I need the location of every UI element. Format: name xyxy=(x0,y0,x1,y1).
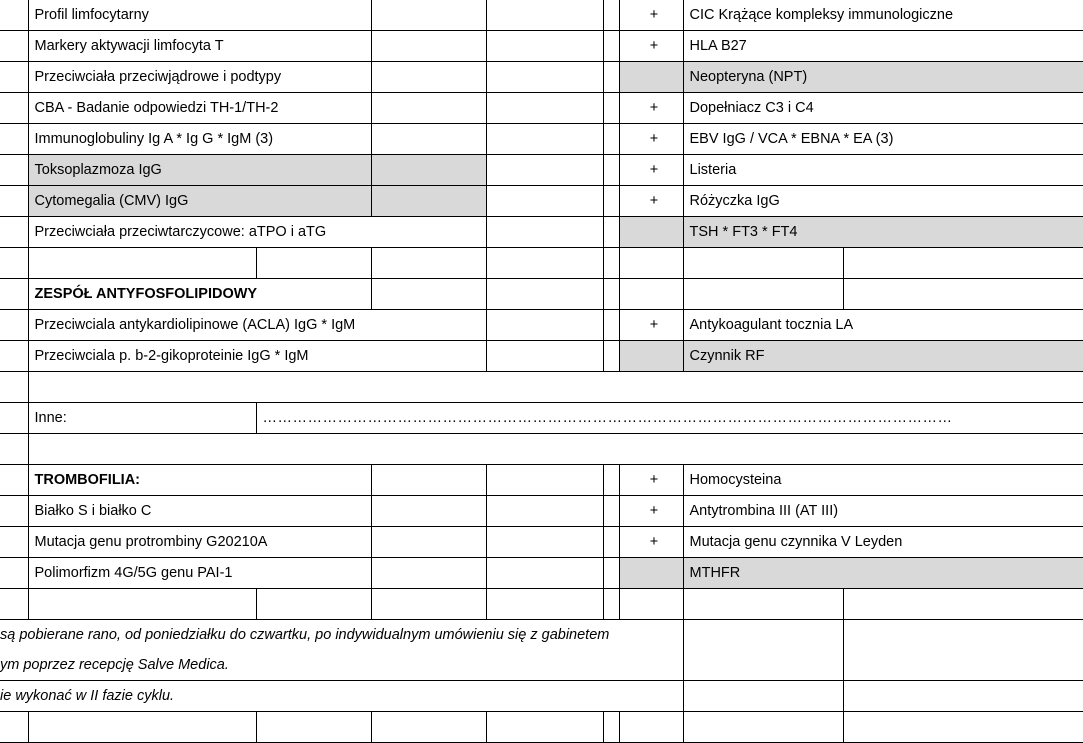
test-right-label[interactable]: HLA B27 xyxy=(683,31,1083,62)
cell[interactable] xyxy=(486,465,603,496)
table-row xyxy=(0,31,1083,62)
spacer-col xyxy=(603,496,619,527)
section-title-antiphospholipid: ZESPÓŁ ANTYFOSFOLIPIDOWY xyxy=(28,279,371,310)
other-label: Inne: xyxy=(28,403,256,434)
table-row xyxy=(0,310,1083,341)
spacer-col xyxy=(603,341,619,372)
row-gutter xyxy=(0,155,28,186)
spacer-col xyxy=(603,248,619,279)
cell xyxy=(371,248,486,279)
cell xyxy=(28,372,256,403)
cell xyxy=(619,434,683,465)
cell xyxy=(486,434,603,465)
row-gutter xyxy=(0,527,28,558)
test-col-c[interactable] xyxy=(486,62,603,93)
test-label[interactable]: Markery aktywacji limfocyta T xyxy=(28,31,371,62)
cell xyxy=(28,712,256,743)
row-gutter xyxy=(0,589,28,620)
cell xyxy=(843,589,1083,620)
test-col-c[interactable] xyxy=(486,310,603,341)
test-right-label[interactable]: MTHFR xyxy=(683,558,1083,589)
test-right-label[interactable]: CIC Krążące kompleksy immunologiczne xyxy=(683,0,1083,31)
test-label[interactable]: Toksoplazmoza IgG xyxy=(28,155,371,186)
test-right-label[interactable]: Mutacja genu czynnika V Leyden xyxy=(683,527,1083,558)
spacer-col xyxy=(603,558,619,589)
test-col-c[interactable] xyxy=(486,527,603,558)
test-mark[interactable]: + xyxy=(619,155,683,186)
spacer-col xyxy=(603,62,619,93)
cell xyxy=(256,248,371,279)
table-row xyxy=(0,496,1083,527)
row-gutter xyxy=(0,465,28,496)
cell xyxy=(256,712,371,743)
cell xyxy=(256,372,371,403)
test-mark[interactable]: + xyxy=(619,31,683,62)
cell xyxy=(843,620,1083,651)
table-row xyxy=(0,124,1083,155)
spacer-col xyxy=(603,155,619,186)
test-col-c[interactable] xyxy=(486,217,603,248)
test-mark[interactable]: + xyxy=(619,310,683,341)
cell xyxy=(28,248,256,279)
spacer-row xyxy=(0,248,1083,279)
cell xyxy=(619,248,683,279)
section-mark[interactable]: + xyxy=(619,465,683,496)
test-mark[interactable]: + xyxy=(619,124,683,155)
test-label[interactable]: Przeciwciala antykardiolipinowe (ACLA) IgG * IgM xyxy=(28,310,486,341)
cell xyxy=(486,372,603,403)
cell xyxy=(486,248,603,279)
test-mark[interactable]: + xyxy=(619,527,683,558)
row-gutter xyxy=(0,434,28,465)
test-col-b[interactable] xyxy=(371,558,486,589)
cell xyxy=(28,434,256,465)
cell xyxy=(683,434,843,465)
spacer-col xyxy=(603,372,619,403)
test-col-b[interactable] xyxy=(371,496,486,527)
spacer-col xyxy=(603,434,619,465)
cell xyxy=(619,589,683,620)
row-gutter xyxy=(0,62,28,93)
cell xyxy=(371,589,486,620)
test-label[interactable]: Cytomegalia (CMV) IgG xyxy=(28,186,371,217)
cell xyxy=(683,681,843,712)
cell xyxy=(486,712,603,743)
test-col-b[interactable] xyxy=(371,0,486,31)
spacer-col xyxy=(603,465,619,496)
test-right-label[interactable]: Antytrombina III (AT III) xyxy=(683,496,1083,527)
note-row xyxy=(0,620,1083,651)
spacer-row xyxy=(0,434,1083,465)
spacer-col xyxy=(603,124,619,155)
note-row xyxy=(0,681,1083,712)
cell xyxy=(486,279,603,310)
test-col-c[interactable] xyxy=(486,341,603,372)
cell xyxy=(371,712,486,743)
test-mark[interactable] xyxy=(619,62,683,93)
test-col-c[interactable] xyxy=(486,558,603,589)
row-gutter xyxy=(0,558,28,589)
note-text-1: są pobierane rano, od poniedziałku do czwartku, po indywidualnym umówieniu się z gabinetem xyxy=(0,620,683,651)
test-label[interactable]: CBA - Badanie odpowiedzi TH-1/TH-2 xyxy=(28,93,371,124)
row-gutter xyxy=(0,0,28,31)
cell xyxy=(683,650,843,681)
row-gutter xyxy=(0,217,28,248)
row-gutter xyxy=(0,248,28,279)
cell xyxy=(371,434,486,465)
cell xyxy=(843,681,1083,712)
test-col-b[interactable] xyxy=(371,124,486,155)
table-row xyxy=(0,186,1083,217)
test-col-b[interactable] xyxy=(371,62,486,93)
test-mark[interactable]: + xyxy=(619,496,683,527)
spacer-col xyxy=(603,93,619,124)
table-row xyxy=(0,558,1083,589)
test-right-label[interactable]: Różyczka IgG xyxy=(683,186,1083,217)
cell xyxy=(843,650,1083,681)
row-gutter xyxy=(0,279,28,310)
table-row xyxy=(0,93,1083,124)
table-row xyxy=(0,155,1083,186)
row-gutter xyxy=(0,186,28,217)
test-label[interactable]: Przeciwciała przeciwtarczycowe: aTPO i aTG xyxy=(28,217,486,248)
note-text-2: ym poprzez recepcję Salve Medica. xyxy=(0,650,683,681)
row-gutter xyxy=(0,403,28,434)
spacer-col xyxy=(603,310,619,341)
test-col-b[interactable] xyxy=(371,527,486,558)
spacer-col xyxy=(603,31,619,62)
row-gutter xyxy=(0,496,28,527)
row-gutter xyxy=(0,372,28,403)
cell xyxy=(28,589,256,620)
other-input-line[interactable]: ………………………………………………………………………………………………………………………… xyxy=(256,403,1083,434)
test-label[interactable]: Profil limfocytarny xyxy=(28,0,371,31)
test-col-c[interactable] xyxy=(486,31,603,62)
other-row xyxy=(0,403,1083,434)
row-gutter xyxy=(0,124,28,155)
test-col-c[interactable] xyxy=(486,93,603,124)
test-label[interactable]: Przeciwciala p. b-2-gikoproteinie IgG * IgM xyxy=(28,341,486,372)
test-label[interactable]: Polimorfizm 4G/5G genu PAI-1 xyxy=(28,558,371,589)
cell xyxy=(683,279,843,310)
cell xyxy=(683,248,843,279)
test-col-b[interactable] xyxy=(371,186,486,217)
test-right-label[interactable]: EBV IgG / VCA * EBNA * EA (3) xyxy=(683,124,1083,155)
cell xyxy=(843,712,1083,743)
test-right-label[interactable]: Antykoagulant tocznia LA xyxy=(683,310,1083,341)
test-label[interactable]: Białko S i białko C xyxy=(28,496,371,527)
row-gutter xyxy=(0,341,28,372)
cell xyxy=(486,589,603,620)
spacer-col xyxy=(603,0,619,31)
section-title-thrombophilia: TROMBOFILIA: xyxy=(28,465,371,496)
table-row xyxy=(0,217,1083,248)
test-col-c[interactable] xyxy=(486,496,603,527)
test-right-label[interactable]: Listeria xyxy=(683,155,1083,186)
cell xyxy=(843,372,1083,403)
test-col-c[interactable] xyxy=(486,155,603,186)
test-right-label[interactable]: TSH * FT3 * FT4 xyxy=(683,217,1083,248)
cell xyxy=(683,620,843,651)
test-label[interactable]: Przeciwciała przeciwjądrowe i podtypy xyxy=(28,62,371,93)
test-mark[interactable]: + xyxy=(619,93,683,124)
cell xyxy=(843,434,1083,465)
section-header-row xyxy=(0,279,1083,310)
table-row xyxy=(0,341,1083,372)
spacer-col xyxy=(603,589,619,620)
test-mark[interactable]: + xyxy=(619,0,683,31)
cell xyxy=(371,279,486,310)
spacer-row xyxy=(0,589,1083,620)
spacer-col xyxy=(603,217,619,248)
note-row xyxy=(0,650,1083,681)
cell[interactable] xyxy=(371,465,486,496)
section-mark[interactable] xyxy=(619,279,683,310)
note-text-3: ie wykonać w II fazie cyklu. xyxy=(0,681,683,712)
row-gutter xyxy=(0,712,28,743)
cell xyxy=(683,589,843,620)
cell xyxy=(683,372,843,403)
row-gutter xyxy=(0,31,28,62)
cell xyxy=(619,712,683,743)
test-mark[interactable] xyxy=(619,217,683,248)
test-right-label[interactable]: Dopełniacz C3 i C4 xyxy=(683,93,1083,124)
test-col-c[interactable] xyxy=(486,0,603,31)
spacer-row xyxy=(0,712,1083,743)
spacer-col xyxy=(603,186,619,217)
test-mark[interactable] xyxy=(619,558,683,589)
cell xyxy=(256,589,371,620)
cell xyxy=(619,372,683,403)
section-header-row xyxy=(0,465,1083,496)
test-label[interactable]: Mutacja genu protrombiny G20210A xyxy=(28,527,371,558)
test-right-label[interactable]: Czynnik RF xyxy=(683,341,1083,372)
test-mark[interactable]: + xyxy=(619,186,683,217)
test-col-b[interactable] xyxy=(371,93,486,124)
test-right-label[interactable]: Neopteryna (NPT) xyxy=(683,62,1083,93)
cell xyxy=(683,712,843,743)
cell xyxy=(843,248,1083,279)
test-col-c[interactable] xyxy=(486,124,603,155)
spacer-col xyxy=(603,527,619,558)
test-label[interactable]: Immunoglobuliny Ig A * Ig G * IgM (3) xyxy=(28,124,371,155)
cell xyxy=(256,434,371,465)
test-col-c[interactable] xyxy=(486,186,603,217)
table-row xyxy=(0,0,1083,31)
spacer-col xyxy=(603,279,619,310)
test-col-b[interactable] xyxy=(371,31,486,62)
table-row xyxy=(0,527,1083,558)
cell xyxy=(371,372,486,403)
spacer-col xyxy=(603,712,619,743)
row-gutter xyxy=(0,93,28,124)
spacer-row xyxy=(0,372,1083,403)
row-gutter xyxy=(0,310,28,341)
section-right-label[interactable]: Homocysteina xyxy=(683,465,1083,496)
test-col-b[interactable] xyxy=(371,155,486,186)
table-row xyxy=(0,62,1083,93)
cell xyxy=(843,279,1083,310)
test-mark[interactable] xyxy=(619,341,683,372)
